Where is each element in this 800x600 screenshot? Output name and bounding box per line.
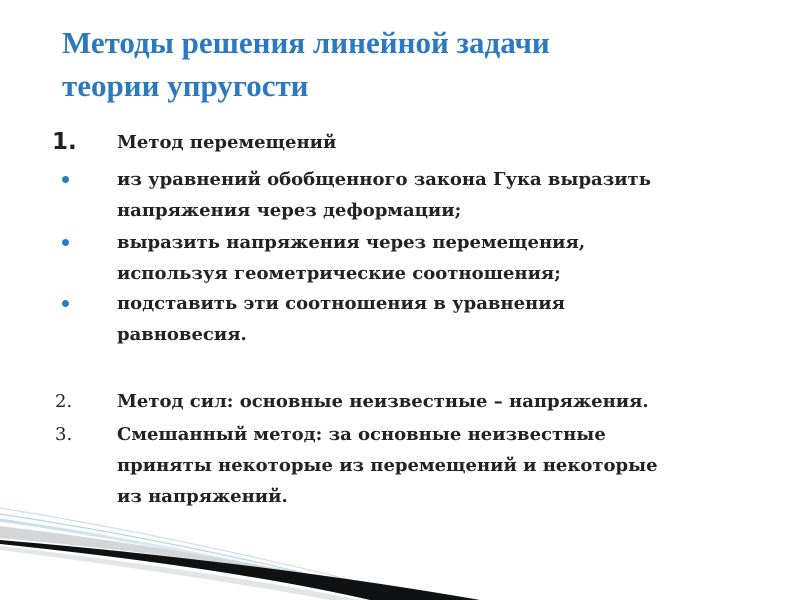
list-number: 2. — [55, 391, 73, 412]
bullet-dot-icon — [62, 176, 69, 183]
slide-title-line2: теории упругости — [62, 68, 309, 103]
bullet-line: подставить эти соотношения в уравнения — [117, 293, 565, 314]
list-item-line: из напряжений. — [117, 486, 288, 507]
list-number: 3. — [55, 424, 73, 445]
list-item-line: Смешанный метод: за основные неизвестные — [117, 424, 606, 445]
bullet-line: равновесия. — [117, 324, 247, 345]
decorative-wave-lines — [0, 480, 800, 600]
list-item-label: Метод перемещений — [117, 132, 337, 153]
bullet-dot-icon — [62, 239, 69, 246]
slide-title-line1: Методы решения линейной задачи — [62, 25, 550, 60]
bullet-dot-icon — [62, 300, 69, 307]
bullet-line: выразить напряжения через перемещения, — [117, 232, 586, 253]
list-item-label: Метод сил: основные неизвестные – напряжения. — [117, 391, 649, 412]
list-number: 1. — [52, 129, 77, 155]
bullet-line: используя геометрические соотношения; — [117, 263, 561, 284]
list-item-line: приняты некоторые из перемещений и некоторые — [117, 455, 658, 476]
bullet-line: из уравнений обобщенного закона Гука выразить — [117, 169, 651, 190]
slide-title — [62, 21, 742, 107]
bullet-line: напряжения через деформации; — [117, 200, 462, 221]
decorative-band — [0, 540, 480, 600]
